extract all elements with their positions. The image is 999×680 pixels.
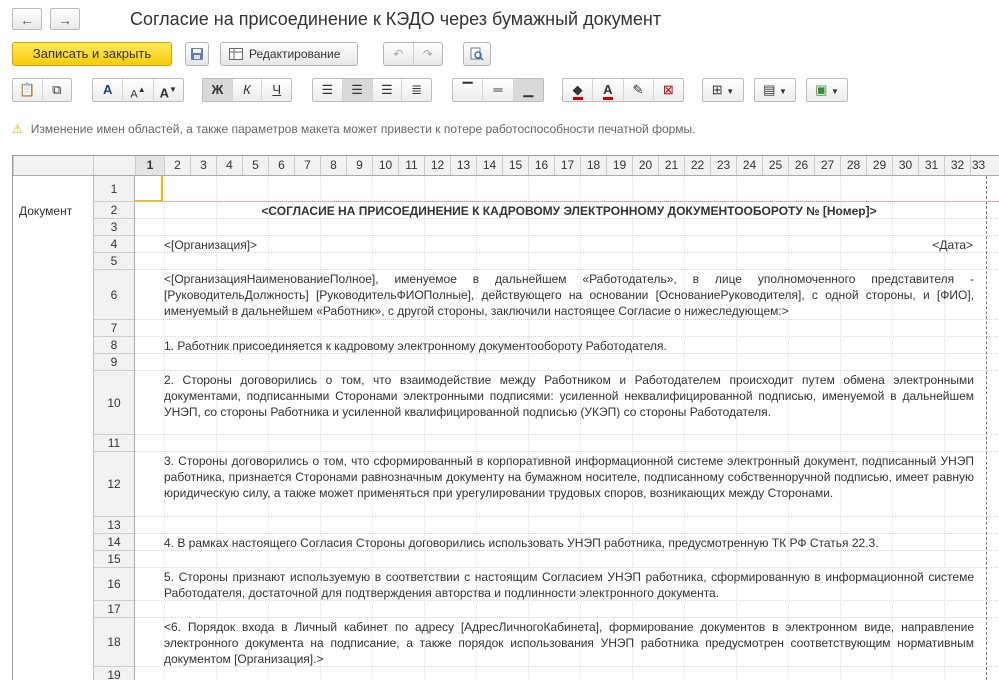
column-header-cell[interactable]: 9: [346, 156, 372, 175]
text-style-group: [202, 78, 292, 102]
column-header-cell[interactable]: 33: [970, 156, 986, 175]
warning-text: Изменение имен областей, а также параметров макета может привести к потере работоспособности печатной формы.: [30, 122, 696, 136]
align-group: [312, 78, 432, 102]
picture-icon-wrap: [807, 79, 847, 101]
undo-redo-group: [383, 42, 443, 66]
magnifier-icon: [470, 47, 484, 61]
column-header-cell[interactable]: 15: [502, 156, 528, 175]
row-line: [135, 451, 999, 452]
row-line: [135, 201, 999, 202]
row-header[interactable]: 12: [93, 452, 135, 517]
column-header-cell[interactable]: 31: [918, 156, 944, 175]
preview-button[interactable]: [463, 42, 491, 66]
text-color-icon: A: [603, 82, 612, 100]
column-header-cell[interactable]: 16: [528, 156, 554, 175]
paint-bucket-icon: ◆: [573, 82, 583, 100]
italic-button[interactable]: [233, 79, 263, 101]
row-header[interactable]: 16: [93, 568, 135, 601]
row-header[interactable]: 9: [93, 354, 135, 371]
valign-group: [452, 78, 544, 102]
row-header[interactable]: 1: [93, 176, 135, 202]
align-right-icon: ☰: [381, 82, 393, 97]
cell-r8[interactable]: 1. Работник присоединяется к кадровому электронному документообороту Работодателя.: [164, 339, 667, 353]
valign-middle-button[interactable]: [483, 79, 513, 101]
bold-button[interactable]: [203, 79, 233, 101]
font-size-group: [92, 78, 184, 102]
cell-r18[interactable]: <6. Порядок входа в Личный кабинет по адресу [АдресЛичногоКабинета], формирование документов в электронном виде, направление электронного документа на подписание, а также порядок использования УНЭП работника предусмотрен соответствующим нормативным документом [Организация].>: [164, 620, 974, 666]
column-header-cell[interactable]: 30: [892, 156, 918, 175]
column-header-cell[interactable]: 3: [190, 156, 216, 175]
align-right-button[interactable]: [373, 79, 403, 101]
warning-icon: ⚠: [12, 122, 23, 136]
column-header-cell[interactable]: 14: [476, 156, 502, 175]
row-header[interactable]: 15: [93, 551, 135, 568]
undo-button[interactable]: [384, 43, 414, 65]
font-grow-icon: A: [130, 88, 138, 101]
copy-icon: ⧉: [52, 82, 62, 97]
font-button[interactable]: [93, 79, 123, 101]
column-header-cell[interactable]: 6: [268, 156, 294, 175]
clipboard-group: [12, 78, 72, 102]
forward-button[interactable]: [50, 8, 80, 30]
align-justify-button[interactable]: [402, 79, 431, 101]
area-label: Документ: [19, 204, 73, 218]
window-title: Согласие на присоединение к КЭДО через бумажный документ: [130, 9, 662, 29]
row-line: [135, 617, 999, 618]
floppy-icon: [190, 47, 204, 61]
row-header[interactable]: 18: [93, 618, 135, 667]
bold-icon: Ж: [211, 82, 224, 97]
redo-button[interactable]: [414, 43, 443, 65]
chevron-down-icon: ▼: [831, 87, 839, 96]
font-shrink-icon: A: [159, 85, 170, 101]
row-line: [135, 269, 999, 270]
fill-color-button[interactable]: [563, 79, 593, 101]
font-grow-button[interactable]: A▲: [123, 79, 153, 101]
row-header[interactable]: 7: [93, 320, 135, 337]
column-header-cell[interactable]: 10: [372, 156, 398, 175]
color-group: [562, 78, 684, 102]
cell-r12[interactable]: 3. Стороны договорились о том, что сформированный в корпоративной информационной системе электронный документ, подписанный УНЭП работника, признается Сторонами равнозначным документу на бумажном носителе, подписанному собственноручной подписью, имеет равную юридическую силу, а также может применяться при урегулировании трудовых споров, возникающих между Сторонами.: [164, 454, 974, 500]
chevron-down-icon: ▼: [779, 87, 787, 96]
row-header[interactable]: 14: [93, 534, 135, 551]
align-center-icon: ☰: [351, 82, 363, 97]
column-header-cell[interactable]: 5: [242, 156, 268, 175]
text-color-button[interactable]: [593, 79, 623, 101]
row-line: [135, 370, 999, 371]
row-line: [135, 516, 999, 517]
row-header[interactable]: 17: [93, 601, 135, 618]
align-left-icon: ☰: [321, 82, 334, 97]
selected-cell[interactable]: [135, 176, 163, 202]
paste-icon: 📋: [19, 82, 36, 97]
clear-format-button[interactable]: [654, 79, 683, 101]
row-header[interactable]: 3: [93, 219, 135, 236]
back-button[interactable]: [12, 8, 42, 30]
column-header-cell[interactable]: 11: [398, 156, 424, 175]
row-header[interactable]: 10: [93, 371, 135, 435]
cell-r14[interactable]: 4. В рамках настоящего Согласия Стороны договорились использовать УНЭП работника, предусмотренную ТК РФ Статья 22.3.: [164, 536, 879, 550]
column-header-cell[interactable]: 1: [135, 156, 164, 175]
row-header[interactable]: 13: [93, 517, 135, 534]
align-left-button[interactable]: [313, 79, 343, 101]
valign-bottom-icon: ▁: [523, 82, 534, 97]
chevron-down-icon: ▼: [726, 87, 735, 96]
highlight-button[interactable]: [624, 79, 654, 101]
row-header[interactable]: 4: [93, 236, 135, 253]
borders-dropdown[interactable]: [702, 78, 744, 102]
column-header-cell[interactable]: 18: [580, 156, 606, 175]
pencil-icon: ✎: [632, 82, 644, 97]
row-header-corner: [93, 156, 135, 175]
copy-format-button[interactable]: [43, 79, 72, 101]
column-header-cell[interactable]: 27: [814, 156, 840, 175]
row-header[interactable]: 11: [93, 435, 135, 452]
cell-format-dropdown[interactable]: [754, 78, 796, 102]
italic-icon: К: [243, 82, 251, 97]
valign-top-button[interactable]: [453, 79, 483, 101]
picture-icon: ▣: [815, 82, 828, 97]
borders-icon: ⊞: [711, 82, 723, 97]
cell-r16[interactable]: 5. Стороны признают используемую в соответствии с настоящим Согласием УНЭП работника, сформированную в информационной системе Работодателя, достаточной для подтверждения авторства и подлинности электронного документа.: [164, 570, 974, 600]
row-line: [135, 533, 999, 534]
cell-r10[interactable]: 2. Стороны договорились о том, что взаимодействие между Работником и Работодателем происходит путем обмена электронными документами, подписанными Сторонами электронными подписями: усиленной неквалифицированной подписью, именуемой в дальнейшем УНЭП, со стороны Работника и усиленной квалифицированной подписью (УКЭП) со стороны Работодателя.: [164, 373, 974, 419]
column-header-cell[interactable]: 24: [736, 156, 762, 175]
picture-dropdown[interactable]: [806, 78, 848, 102]
arrow-left-icon: ←: [20, 12, 34, 28]
save-button[interactable]: [185, 42, 209, 66]
row-line: [135, 336, 999, 337]
save-close-button[interactable]: Записать и закрыть: [12, 42, 172, 66]
table-edit-icon: [229, 48, 243, 60]
column-header-cell[interactable]: 25: [762, 156, 788, 175]
column-header-cell[interactable]: 23: [710, 156, 736, 175]
column-header-cell[interactable]: 20: [632, 156, 658, 175]
row-header[interactable]: 19: [93, 667, 135, 680]
row-header[interactable]: 8: [93, 337, 135, 354]
column-header-cell[interactable]: 28: [840, 156, 866, 175]
valign-top-icon: ▔: [462, 82, 473, 97]
column-header-cell[interactable]: 21: [658, 156, 684, 175]
row-line: [135, 235, 999, 236]
clear-format-icon: ⊠: [662, 82, 674, 97]
borders-icon-wrap: [703, 79, 743, 101]
column-header-cell[interactable]: 7: [294, 156, 320, 175]
arrow-right-icon: →: [58, 12, 72, 28]
align-justify-icon: ≣: [411, 82, 423, 97]
cell-format-icon-wrap: [755, 79, 795, 101]
align-center-button[interactable]: [343, 79, 373, 101]
redo-icon: ↷: [422, 47, 433, 61]
edit-mode-label: Редактирование: [249, 47, 341, 61]
valign-bottom-button[interactable]: [514, 79, 543, 101]
undo-icon: ↶: [393, 47, 404, 61]
underline-button[interactable]: [262, 79, 291, 101]
underline-icon: Ч: [272, 82, 282, 97]
column-header-cell[interactable]: 26: [788, 156, 814, 175]
column-header-cell[interactable]: 17: [554, 156, 580, 175]
cell-r4-right[interactable]: <Дата>: [932, 238, 973, 252]
row-header[interactable]: 5: [93, 253, 135, 270]
row-header[interactable]: 2: [93, 202, 135, 219]
row-line: [135, 434, 999, 435]
column-header-cell[interactable]: 22: [684, 156, 710, 175]
row-line: [135, 319, 999, 320]
column-header-cell[interactable]: 32: [944, 156, 970, 175]
column-header-cell[interactable]: 13: [450, 156, 476, 175]
valign-middle-icon: ═: [493, 82, 503, 97]
cell-r4-left[interactable]: <[Организация]>: [164, 238, 258, 252]
column-header: [13, 156, 999, 176]
row-line: [135, 567, 999, 568]
column-header-cell[interactable]: 12: [424, 156, 450, 175]
cell-r6[interactable]: <[ОрганизацияНаименованиеПолное], именуемое в дальнейшем «Работодатель», в лице уполномоченного представителя - [РуководительДолжность] [РуководительФИОПолные], действующего на основании [ОснованиеРуководителя], с одной стороны, и [ФИО], именуемый в дальнейшем «Работник», с другой стороны, заключили настоящее Согласие о нижеследующем:>: [164, 272, 974, 318]
row-header[interactable]: 6: [93, 270, 135, 320]
column-header-cell[interactable]: 4: [216, 156, 242, 175]
paste-button[interactable]: [13, 79, 43, 101]
cell-r2[interactable]: <СОГЛАСИЕ НА ПРИСОЕДИНЕНИЕ К КАДРОВОМУ ЭЛЕКТРОННОМУ ДОКУМЕНТООБОРОТУ № [Номер]>: [261, 204, 877, 218]
font-shrink-button[interactable]: A▼: [159, 85, 177, 101]
edit-mode-toggle[interactable]: [220, 42, 358, 66]
column-header-cell[interactable]: 8: [320, 156, 346, 175]
font-icon: A: [102, 82, 113, 97]
warning-message: [12, 122, 696, 136]
cell-format-icon: ▤: [763, 82, 776, 97]
area-header: [13, 156, 93, 175]
column-header-cell[interactable]: 29: [866, 156, 892, 175]
column-header-cell[interactable]: 19: [606, 156, 632, 175]
column-header-cell[interactable]: 2: [164, 156, 190, 175]
spreadsheet-grid[interactable]: [12, 155, 999, 680]
